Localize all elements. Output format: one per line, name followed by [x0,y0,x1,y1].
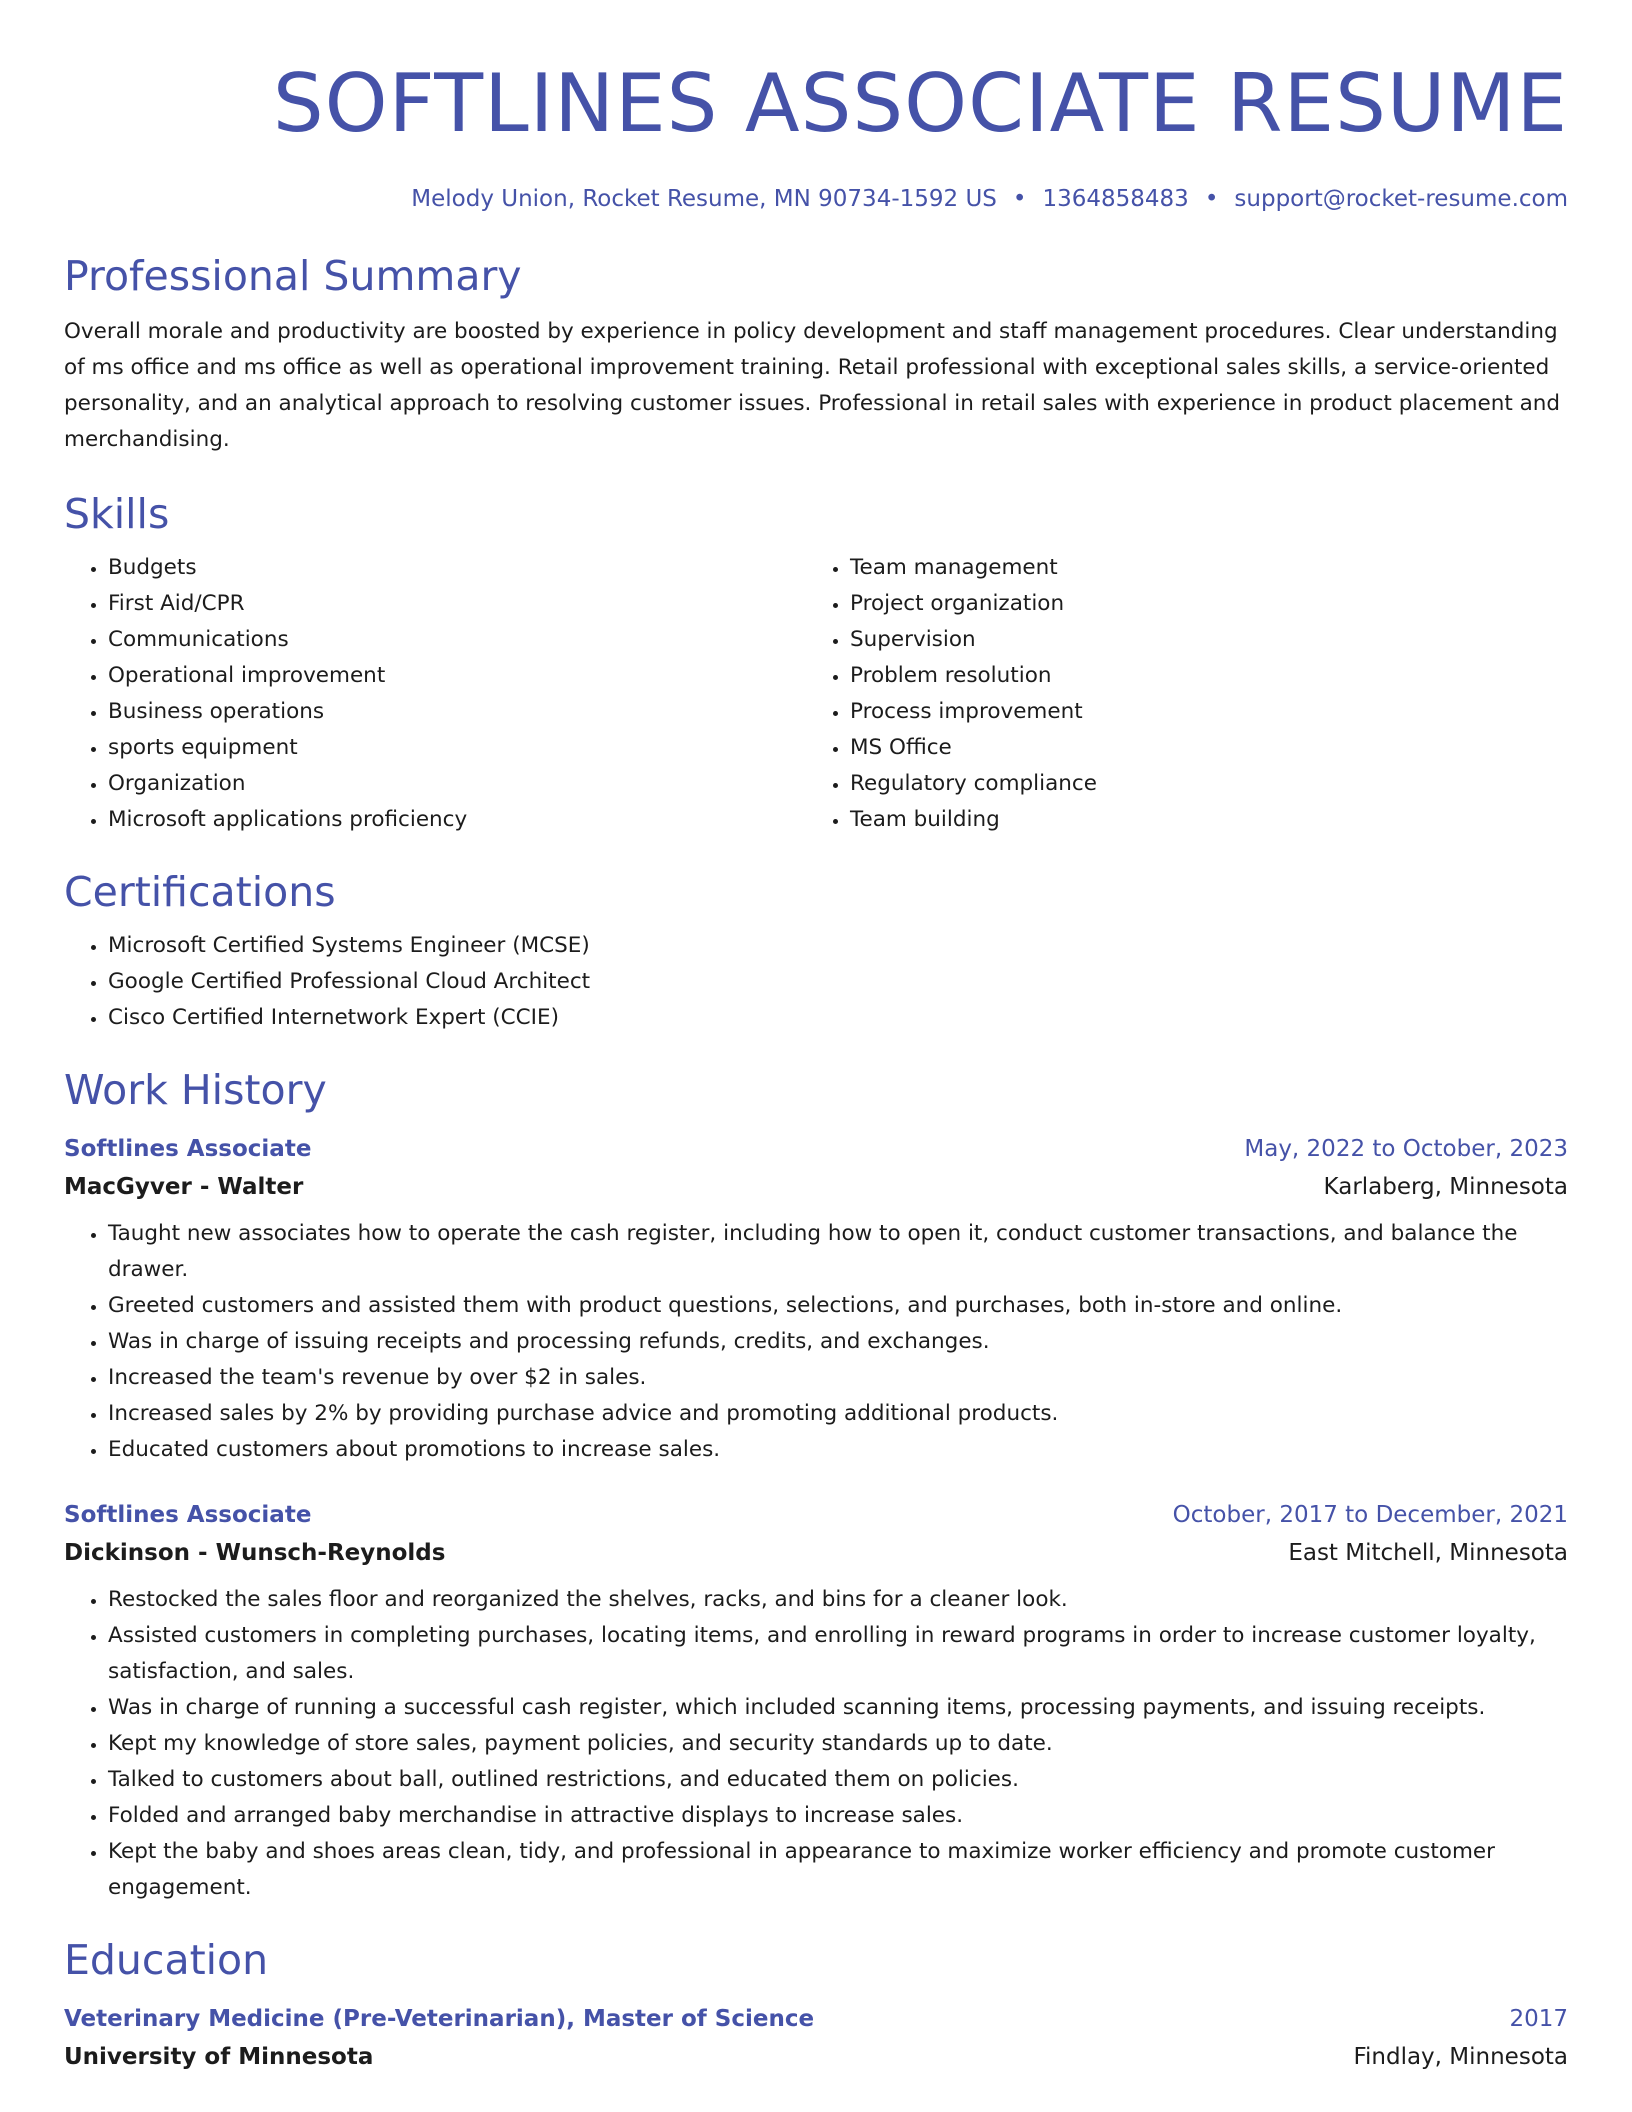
work-history-section [64,1064,1568,1906]
job-bullet: • Kept my knowledge of store sales, payment policies, and security standards up to date. [108,1726,1568,1762]
job-bullet: • Increased sales by 2% by providing purchase advice and promoting additional products. [108,1396,1568,1432]
skill-item: • Team management [850,550,1548,586]
job-bullet: • Greeted customers and assisted them with product questions, selections, and purchases, both in-store and online. [108,1288,1568,1324]
skills-section [64,488,1568,838]
job-dates: October, 2017 to December, 2021 [1172,1502,1568,1528]
education-entry [64,2000,1568,2076]
education-year: 2017 [1509,2006,1568,2032]
resume-header [64,0,1568,214]
document-title: SOFTLINES ASSOCIATE RESUME [272,57,1568,150]
job-employer-row [64,1168,1568,1206]
job-bullet: • Restocked the sales floor and reorganized the shelves, racks, and bins for a cleaner look. [108,1582,1568,1618]
skill-item: • Supervision [850,622,1548,658]
skill-item: • MS Office [850,730,1548,766]
job-bullet: • Talked to customers about ball, outlined restrictions, and educated them on policies. [108,1762,1568,1798]
certifications-section [64,866,1568,1036]
job-dates: May, 2022 to October, 2023 [1244,1136,1568,1162]
certification-item: • Google Certified Professional Cloud Architect [108,964,1568,1000]
education-degree: Veterinary Medicine (Pre-Veterinarian), Master of Science [64,2006,815,2032]
skills-column-right [806,550,1548,838]
skill-item: • Organization [108,766,806,802]
certifications-heading: Certifications [64,868,336,916]
job-entry [64,1496,1568,1906]
certification-item: • Microsoft Certified Systems Engineer (MCSE) [108,928,1568,964]
job-bullet: • Was in charge of running a successful cash register, which included scanning items, processing payments, and issuing receipts. [108,1690,1568,1726]
job-title: Softlines Associate [64,1136,312,1162]
job-bullet: • Was in charge of issuing receipts and processing refunds, credits, and exchanges. [108,1324,1568,1360]
contact-email: support@rocket-resume.com [1234,186,1568,212]
education-heading: Education [64,1936,269,1984]
education-section [64,1934,1568,2076]
skill-item: • First Aid/CPR [108,586,806,622]
job-title: Softlines Associate [64,1502,312,1528]
certification-item: • Cisco Certified Internetwork Expert (CCIE) [108,1000,1568,1036]
skill-item: • Microsoft applications proficiency [108,802,806,838]
skill-item: • Operational improvement [108,658,806,694]
summary-heading: Professional Summary [64,252,522,300]
contact-line [64,184,1568,214]
job-bullet: • Increased the team's revenue by over $2 in sales. [108,1360,1568,1396]
summary-text: Overall morale and productivity are boosted by experience in policy development and staff management procedures. Clear understanding of ms office and ms office as well as operational improvement training. Retail professional with exceptional sales skills, a service-oriented personality, and an analytical approach to resolving customer issues. Professional in retail sales with experience in product placement and merchandising. [64,319,1561,452]
skill-item: • Problem resolution [850,658,1548,694]
skill-item: • Communications [108,622,806,658]
contact-address: Melody Union, Rocket Resume, MN 90734-1592 US [411,186,997,212]
job-bullet: • Taught new associates how to operate the cash register, including how to open it, conduct customer transactions, and balance the drawer. [108,1216,1568,1288]
job-bullet: • Educated customers about promotions to increase sales. [108,1432,1568,1468]
skill-item: • Project organization [850,586,1548,622]
job-bullet: • Assisted customers in completing purchases, locating items, and enrolling in reward programs in order to increase customer loyalty, satisfaction, and sales. [108,1618,1568,1690]
job-employer-row [64,1534,1568,1572]
job-employer: Dickinson - Wunsch-Reynolds [64,1540,446,1566]
job-location: East Mitchell, Minnesota [1288,1540,1568,1566]
skill-item: • Budgets [108,550,806,586]
job-title-row [64,1496,1568,1534]
education-school-row [64,2038,1568,2076]
job-entry [64,1130,1568,1468]
work-history-heading: Work History [64,1066,327,1114]
skills-grid [64,550,1568,838]
skill-item: • Team building [850,802,1548,838]
job-title-row [64,1130,1568,1168]
skill-item: • Process improvement [850,694,1548,730]
skill-item: • Business operations [108,694,806,730]
education-location: Findlay, Minnesota [1353,2044,1568,2070]
skills-heading: Skills [64,490,170,538]
skill-item: • sports equipment [108,730,806,766]
contact-phone: 1364858483 [1042,186,1189,212]
skill-item: • Regulatory compliance [850,766,1548,802]
education-degree-row [64,2000,1568,2038]
skills-column-left [64,550,806,838]
job-employer: MacGyver - Walter [64,1174,304,1200]
summary-section [64,250,1568,458]
contact-separator: • [1204,186,1219,212]
job-bullet: • Kept the baby and shoes areas clean, tidy, and professional in appearance to maximize worker efficiency and promote customer engagement. [108,1834,1568,1906]
job-location: Karlaberg, Minnesota [1323,1174,1568,1200]
education-school: University of Minnesota [64,2044,374,2070]
contact-separator: • [1012,186,1027,212]
job-bullet: • Folded and arranged baby merchandise in attractive displays to increase sales. [108,1798,1568,1834]
